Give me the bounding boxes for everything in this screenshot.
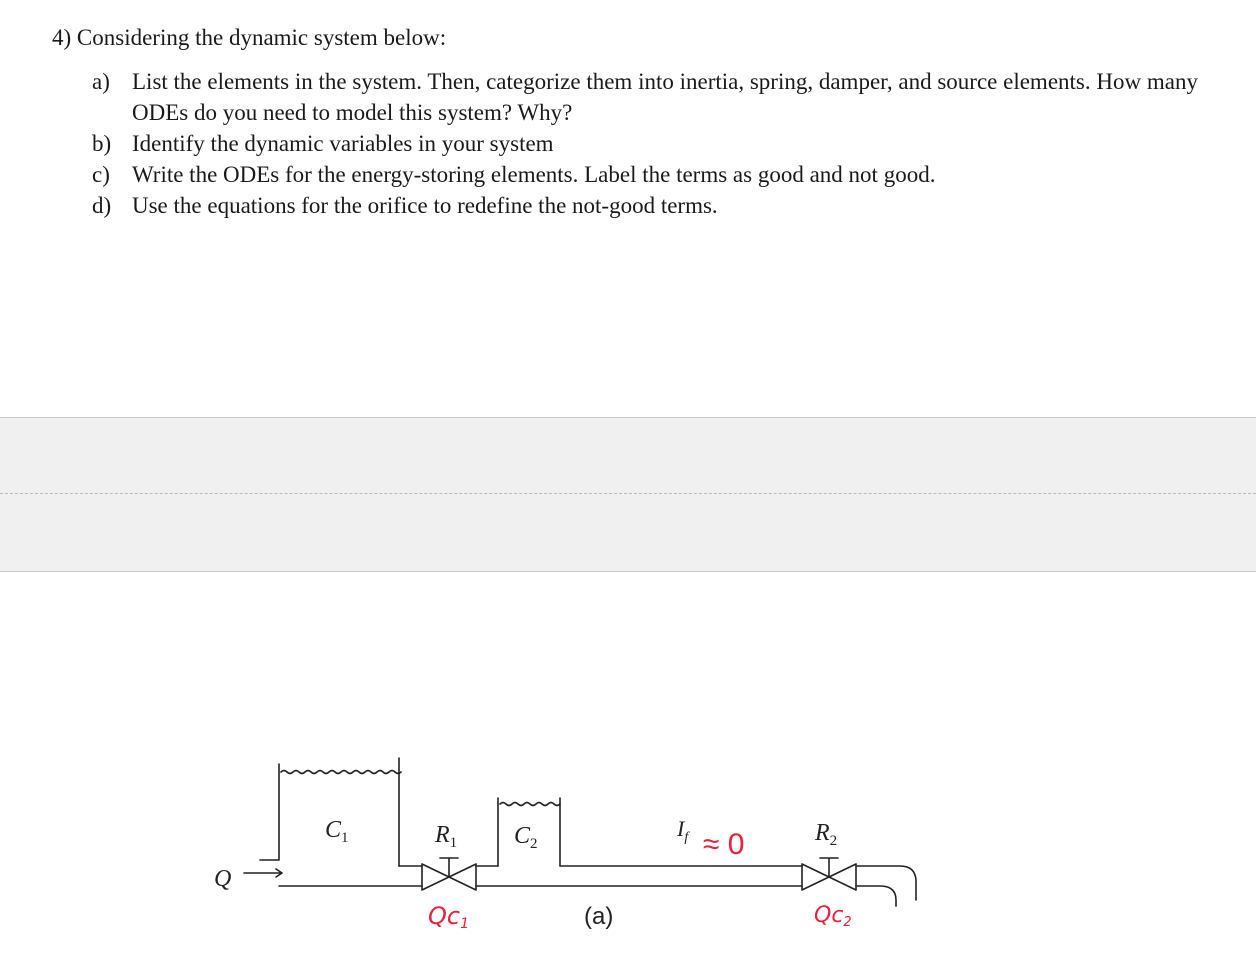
- tank2-label: $C_2$: [514, 823, 538, 852]
- outlet-pipe: [856, 866, 916, 900]
- outlet-pipe-lower: [856, 886, 896, 906]
- handwritten-qc2: Qc2: [814, 903, 852, 930]
- question-title: 4) Considering the dynamic system below:: [52, 25, 447, 50]
- part-text: Write the ODEs for the energy-storing elements. Label the terms as good and not good.: [132, 162, 936, 187]
- handwritten-approx-zero: ≈ 0: [703, 828, 745, 861]
- part-text: Use the equations for the orifice to redefine the not-good terms.: [132, 193, 718, 218]
- part-text: List the elements in the system. Then, categorize them into inertia, spring, damper, and source elements. How many ODEs do you need to model this system? Why?: [132, 69, 1198, 125]
- part-label: a): [92, 69, 110, 94]
- input-arrow: [244, 869, 282, 877]
- valve2-label: $R_2$: [815, 820, 838, 849]
- tank1-left-wall: [260, 764, 279, 860]
- part-label: b): [92, 131, 112, 156]
- tank1-label: $C_1$: [325, 817, 349, 846]
- part-label: c): [92, 162, 110, 187]
- tank2-surface: [500, 803, 560, 806]
- inertance-label: $I_f$: [677, 816, 689, 845]
- valve1-label: $R_1$: [435, 822, 458, 851]
- tank1-surface: [281, 771, 401, 774]
- part-text: Identify the dynamic variables in your system: [132, 131, 554, 156]
- figure-caption: (a): [584, 903, 614, 930]
- handwritten-qc1: Qc1: [428, 902, 470, 932]
- input-flow-label: Q: [214, 866, 232, 892]
- part-label: d): [92, 193, 112, 218]
